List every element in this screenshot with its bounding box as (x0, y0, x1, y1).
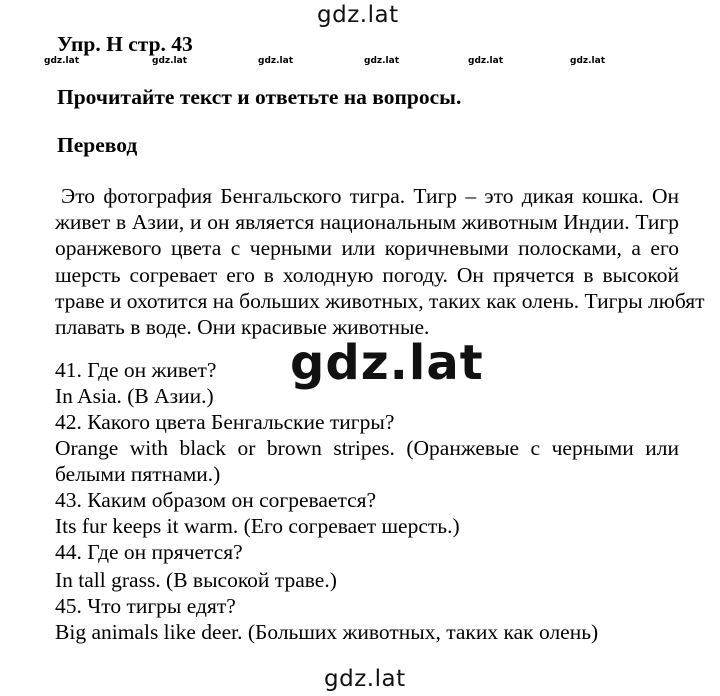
question-43: 43. Каким образом он согревается? (55, 488, 377, 512)
paragraph-line: траве и охотится на больших животных, таких как олень. Тигры любят (55, 288, 705, 313)
watermark-top: gdz.lat (317, 2, 399, 28)
answer-43: Its fur keeps it warm. (Его согревает шерсть.) (55, 514, 460, 538)
question-45: 45. Что тигры едят? (55, 594, 236, 618)
translation-heading: Перевод (57, 133, 138, 157)
exercise-title: Упр. H стр. 43 (57, 32, 193, 56)
watermark-small-1: gdz.lat (44, 56, 80, 66)
answer-42-line-2: белыми пятнами.) (55, 462, 221, 486)
paragraph-line: живет в Азии, и он является национальным животным Индии. Тигр (55, 210, 679, 235)
answer-45: Big animals like deer. (Больших животных, таких как олень) (55, 620, 599, 644)
answer-41: In Asia. (В Азии.) (55, 384, 214, 408)
translation-paragraph (55, 183, 705, 340)
watermark-small-2: gdz.lat (152, 56, 188, 66)
paragraph-line: плавать в воде. Они красивые животные. (55, 314, 430, 339)
paragraph-line: шерсть согревает его в холодную погоду. Он прячется в высокой (55, 262, 679, 287)
answer-44: In tall grass. (В высокой траве.) (55, 568, 337, 592)
watermark-center: gdz.lat (290, 335, 484, 391)
instruction: Прочитайте текст и ответьте на вопросы. (57, 85, 462, 109)
question-41: 41. Где он живет? (55, 358, 217, 382)
watermark-small-4: gdz.lat (364, 56, 400, 66)
watermark-small-5: gdz.lat (468, 56, 504, 66)
paragraph-line: оранжевого цвета с черными или коричневыми полосками, а его (55, 236, 679, 261)
answer-42-line-1: Orange with black or brown stripes. (Оранжевые с черными или (55, 436, 679, 460)
question-42: 42. Какого цвета Бенгальские тигры? (55, 410, 395, 434)
watermark-bottom: gdz.lat (324, 666, 406, 692)
question-44: 44. Где он прячется? (55, 540, 243, 564)
watermark-small-3: gdz.lat (258, 56, 294, 66)
watermark-small-6: gdz.lat (570, 56, 606, 66)
paragraph-line: Это фотография Бенгальского тигра. Тигр – это дикая кошка. Он (61, 184, 679, 208)
